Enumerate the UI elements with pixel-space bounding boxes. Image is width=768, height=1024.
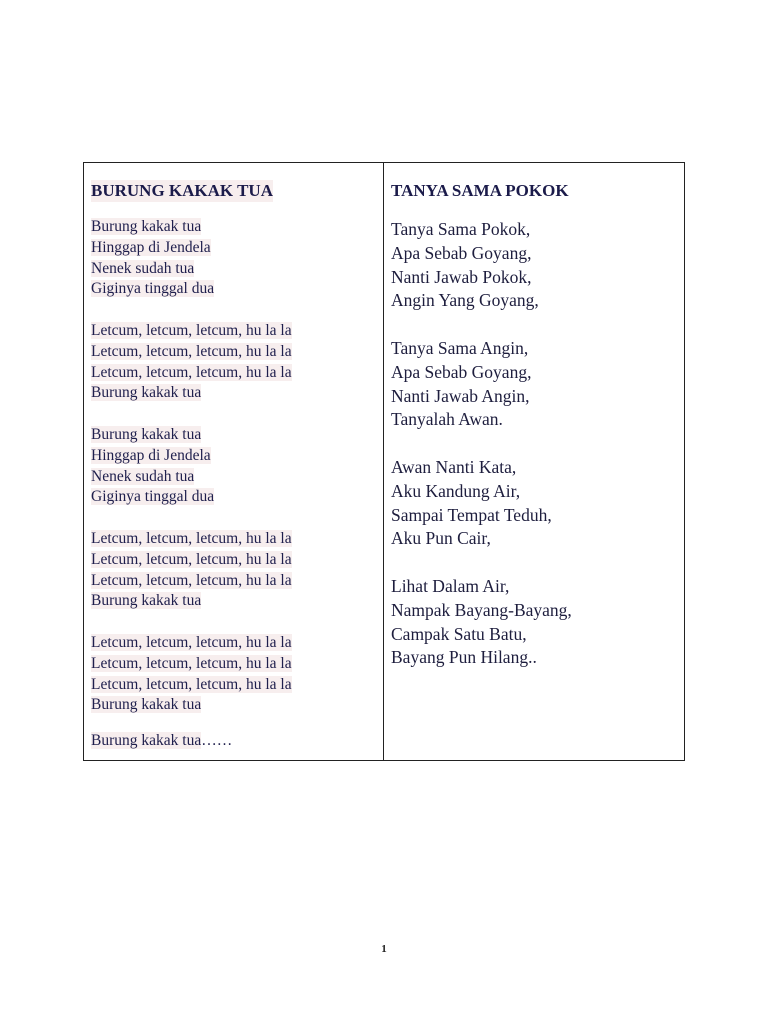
lyric-text: Letcum, letcum, letcum, hu la la	[91, 321, 292, 339]
stanza	[391, 575, 684, 670]
lyric-text: Letcum, letcum, letcum, hu la la	[91, 675, 292, 693]
lyric-line: Angin Yang Goyang,	[391, 290, 539, 311]
lyric-text: Burung kakak tua	[91, 592, 202, 610]
lyric-line	[91, 550, 383, 571]
lyric-line: Apa Sebab Goyang,	[391, 361, 532, 382]
lyric-line	[91, 675, 383, 696]
lyric-line	[91, 529, 383, 550]
lyric-line	[91, 342, 383, 363]
right-song-title: TANYA SAMA POKOK	[391, 181, 569, 200]
left-final-ellipsis: ……	[201, 731, 233, 749]
stanza	[91, 321, 383, 404]
lyric-line	[91, 446, 383, 467]
stanza	[91, 633, 383, 716]
lyric-text: Letcum, letcum, letcum, hu la la	[91, 571, 292, 589]
lyric-text: Burung kakak tua	[91, 696, 202, 714]
stanza	[91, 425, 383, 508]
lyric-text: Letcum, letcum, letcum, hu la la	[91, 550, 292, 568]
lyric-line	[91, 217, 383, 238]
lyric-text: Burung kakak tua	[91, 425, 202, 443]
lyric-text: Letcum, letcum, letcum, hu la la	[91, 363, 292, 381]
lyric-line: Nampak Bayang-Bayang,	[391, 599, 572, 620]
lyric-line: Aku Pun Cair,	[391, 528, 491, 549]
lyric-line	[91, 571, 383, 592]
lyric-line: Lihat Dalam Air,	[391, 575, 510, 596]
lyric-line	[91, 487, 383, 508]
lyric-line	[91, 383, 383, 404]
lyric-line	[91, 695, 383, 716]
lyric-text: Letcum, letcum, letcum, hu la la	[91, 633, 292, 651]
lyric-line: Bayang Pun Hilang..	[391, 647, 537, 668]
lyric-line: Aku Kandung Air,	[391, 480, 521, 501]
lyric-line: Nanti Jawab Pokok,	[391, 266, 532, 287]
lyric-line	[91, 238, 383, 259]
left-final-line	[91, 731, 383, 751]
lyric-line: Tanyalah Awan.	[391, 409, 503, 430]
lyric-line: Campak Satu Batu,	[391, 623, 527, 644]
left-final-text: Burung kakak tua	[91, 731, 202, 749]
lyric-line: Tanya Sama Angin,	[391, 337, 529, 358]
lyric-line: Apa Sebab Goyang,	[391, 242, 532, 263]
lyric-text: Letcum, letcum, letcum, hu la la	[91, 529, 292, 547]
lyric-line	[91, 633, 383, 654]
lyric-line	[91, 363, 383, 384]
stanza	[91, 529, 383, 612]
stanza	[391, 218, 684, 313]
page-number: 1	[381, 943, 387, 955]
left-song-title: BURUNG KAKAK TUA	[91, 181, 273, 200]
lyric-text: Letcum, letcum, letcum, hu la la	[91, 654, 292, 672]
left-song-lyrics	[91, 217, 383, 716]
lyric-line	[91, 654, 383, 675]
lyric-text: Giginya tinggal dua	[91, 488, 215, 506]
stanza	[91, 217, 383, 300]
lyric-text: Hinggap di Jendela	[91, 446, 211, 464]
left-column	[84, 163, 384, 760]
lyric-line: Nanti Jawab Angin,	[391, 385, 530, 406]
lyric-text: Hinggap di Jendela	[91, 238, 211, 256]
lyric-line: Tanya Sama Pokok,	[391, 219, 531, 239]
lyric-line	[91, 279, 383, 300]
left-title-highlight	[91, 180, 273, 202]
right-song-lyrics	[391, 218, 684, 670]
lyric-text: Giginya tinggal dua	[91, 280, 215, 298]
lyric-line: Sampai Tempat Teduh,	[391, 504, 552, 525]
song-table	[83, 162, 685, 761]
lyric-line	[91, 259, 383, 280]
lyric-line	[91, 321, 383, 342]
lyric-text: Nenek sudah tua	[91, 467, 195, 485]
lyric-text: Burung kakak tua	[91, 218, 202, 235]
lyric-text: Nenek sudah tua	[91, 259, 195, 277]
stanza	[391, 337, 684, 432]
lyric-line: Awan Nanti Kata,	[391, 456, 517, 477]
stanza	[391, 456, 684, 551]
right-column	[384, 163, 684, 760]
lyric-line	[91, 467, 383, 488]
lyric-line	[91, 425, 383, 446]
lyric-text: Burung kakak tua	[91, 384, 202, 402]
lyric-line	[91, 591, 383, 612]
lyric-text: Letcum, letcum, letcum, hu la la	[91, 342, 292, 360]
